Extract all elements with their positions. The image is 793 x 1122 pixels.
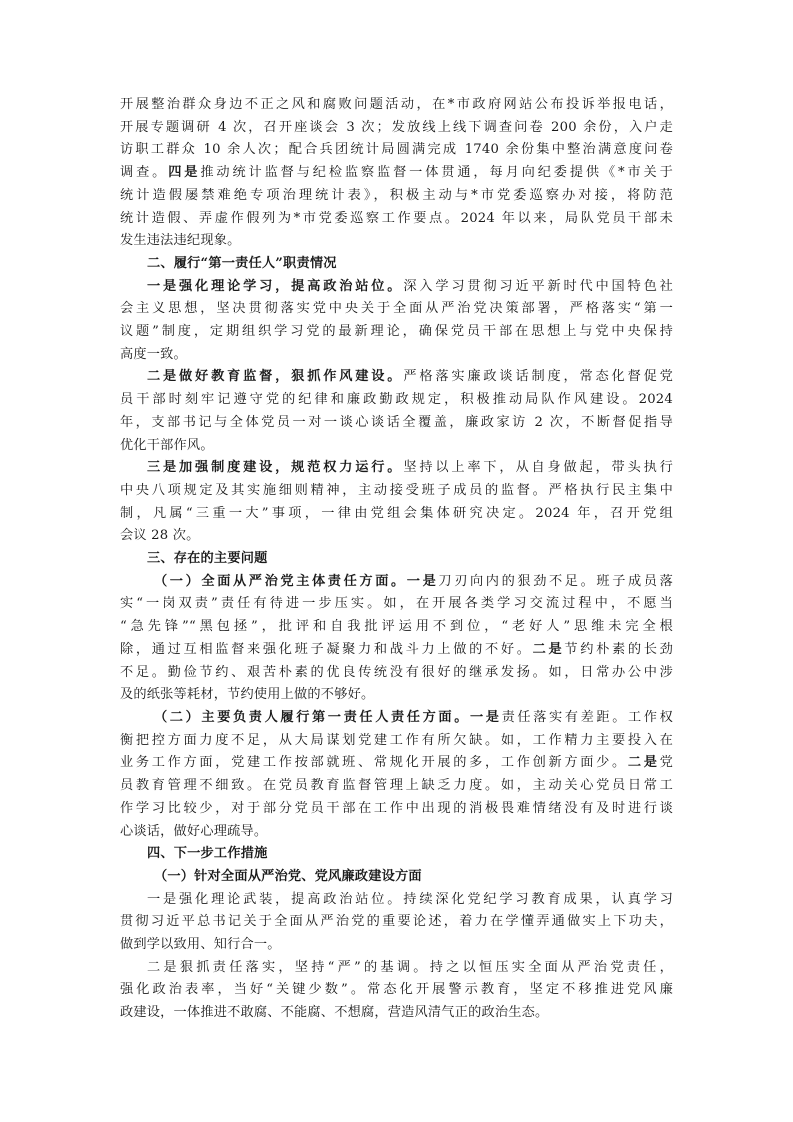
text: 二、履行“第一责任人”职责情况 [147,255,337,271]
bold-text: （一）全面从严治党主体责任方面。一是 [154,573,439,589]
text-line [120,298,673,321]
text-line [120,593,673,616]
text-line [120,94,673,117]
text: 中央八项规定及其实施细则精神，主动接受班子成员的监督。严格执行民主集中 [120,482,673,498]
bold-text: 二是 [627,755,660,771]
text: 严格落实廉政谈话制度，常态化督促党 [403,369,673,385]
text-line [120,503,673,526]
text-line [120,321,673,344]
bold-text: （二）主要负责人履行第一责任人责任方面。一是 [154,709,502,725]
text: 四、下一步工作措施 [147,846,268,862]
text: 调查。 [120,165,169,181]
text-line [120,979,673,1002]
subsection-start-line [120,571,673,594]
subsection-heading [120,866,673,889]
text-line [120,662,673,685]
text-line [120,730,673,753]
text-line-end [120,435,673,458]
text: 开展整治群众身边不正之风和腐败问题活动，在*市政府网站公布投诉举报电话， [120,97,673,112]
text-line [120,616,673,639]
text: （一）针对全面从严治党、党风廉政建设方面 [154,868,422,884]
text: 贯彻习近平总书记关于全面从严治党的重要论述，着力在学懂弄通做实上下功夫， [120,914,673,930]
text-line [120,117,673,140]
text-line-end [120,230,673,253]
text-line-end [120,525,673,548]
text: 政建设，一体推进不敢腐、不能腐、不想腐，营造风清气正的政治生态。 [120,1005,549,1021]
text: 深入学习贯彻习近平新时代中国特色社 [403,278,673,294]
text: 除，通过互相监督来强化班子凝聚力和战斗力上做的不好。 [120,641,533,657]
text-line [120,389,673,412]
text: “急先锋”“黑包拯”，批评和自我批评运用不到位，“老好人”思维未完全根 [120,619,673,635]
text: 会主义思想，坚决贯彻落实党中央关于全面从严治党决策部署，严格落实“第一 [120,301,673,317]
text: 衡把控方面力度不足，从大局谋划党建工作有所欠缺。如，工作精力主要投入在 [120,732,673,748]
text: 强化政治表率，当好“关键少数”。常态化开展警示教育，坚定不移推进党风廉 [120,982,673,998]
text: 坚持以上率下，从自身做起，带头执行 [403,460,673,476]
text: 作学习比较少，对于部分党员干部在工作中出现的消极畏难情绪没有及时进行谈 [120,800,673,816]
text: 责任落实有差距。工作权 [501,709,673,725]
text-line [120,775,673,798]
bold-text: 三是加强制度建设，规范权力运行。 [147,460,404,476]
bold-text: 四是 [168,165,201,181]
text: 优化干部作风。 [120,437,214,453]
section-heading [120,253,673,276]
text: 二是狠抓责任落实，坚持“严”的基调。持之以恒压实全面从严治党责任， [147,959,673,975]
text-line-end [120,934,673,957]
text: 高度一致。 [120,346,187,362]
text: 统计造假屡禁难绝专项治理统计表》，积极主动与*市党委巡察办对接，将防范 [120,187,673,203]
text: 做到学以致用、知行合一。 [120,937,281,953]
document-body [120,94,673,1025]
text: 推动统计监督与纪检监察监督一体贯通，每月向纪委提供《*市关于 [200,165,673,181]
text-line [120,798,673,821]
text: 访职工群众 10 余人次；配合兵团统计局圆满完成 1740 余份集中整治满意度问卷 [120,142,673,158]
text: 制，凡属“三重一大”事项，一律由党组会集体研究决定。2024 年，召开党组 [120,505,673,521]
text-line [120,208,673,231]
text: 一是强化理论武装，提高政治站位。持续深化党纪学习教育成果，认真学习 [147,891,673,907]
text-line [120,139,673,162]
text-line-end [120,1002,673,1025]
text: 年，支部书记与全体党员一对一谈心谈话全覆盖，廉政家访 2 次，不断督促指导 [120,414,673,430]
text: 员教育管理不细致。在党员教育监督管理上缺乏力度。如，主动关心党员日常工 [120,778,673,794]
paragraph-start-line [120,366,673,389]
text-line [120,911,673,934]
text-line-end [120,821,673,844]
text: 员干部时刻牢记遵守党的纪律和廉政勤政规定，积极推动局队作风建设。2024 [120,392,673,408]
text: 发生违法违纪现象。 [120,233,241,249]
paragraph-start-line [120,957,673,980]
text: 实“一岗双责”责任有待进一步压实。如，在开展各类学习交流过程中，不愿当 [120,596,673,612]
text: 节约朴素的长劲 [564,641,673,657]
bold-text: 一是强化理论学习，提高政治站位。 [147,278,404,294]
text: 业务工作方面，党建工作按部就班、常规化开展的多，工作创新方面少。 [120,755,628,771]
bold-text: 二是做好教育监督，狠抓作风建设。 [147,369,404,385]
text: 三、存在的主要问题 [147,551,268,567]
text: 统计造假、弄虚作假列为*市党委巡察工作要点。2024 年以来，局队党员干部未 [120,210,673,226]
text: 会议 28 次。 [120,528,200,544]
text-line [120,162,673,185]
paragraph-start-line [120,457,673,480]
text: 开展专题调研 4 次，召开座谈会 3 次；发放线上线下调查问卷 200 余份，入户走 [120,119,673,135]
text-line [120,639,673,662]
text-line-end [120,684,673,707]
paragraph-start-line [120,889,673,912]
text: 不足。勤俭节约、艰苦朴素的优良传统没有很好的继承发扬。如，日常办公中涉 [120,664,673,680]
text-line [120,185,673,208]
text-line [120,412,673,435]
text-line [120,752,673,775]
text: 党 [659,755,673,771]
text: 议题”制度，定期组织学习党的最新理论，确保党员干部在思想上与党中央保持 [120,324,673,340]
text: 刀刃向内的狠劲不足。班子成员落 [438,573,673,589]
text-line [120,480,673,503]
text: 及的纸张等耗材，节约使用上做的不够好。 [120,687,375,703]
bold-text: 二是 [532,641,565,657]
paragraph-start-line [120,276,673,299]
section-heading [120,843,673,866]
subsection-start-line [120,707,673,730]
text: 心谈话，做好心理疏导。 [120,823,268,839]
section-heading [120,548,673,571]
text-line-end [120,344,673,367]
